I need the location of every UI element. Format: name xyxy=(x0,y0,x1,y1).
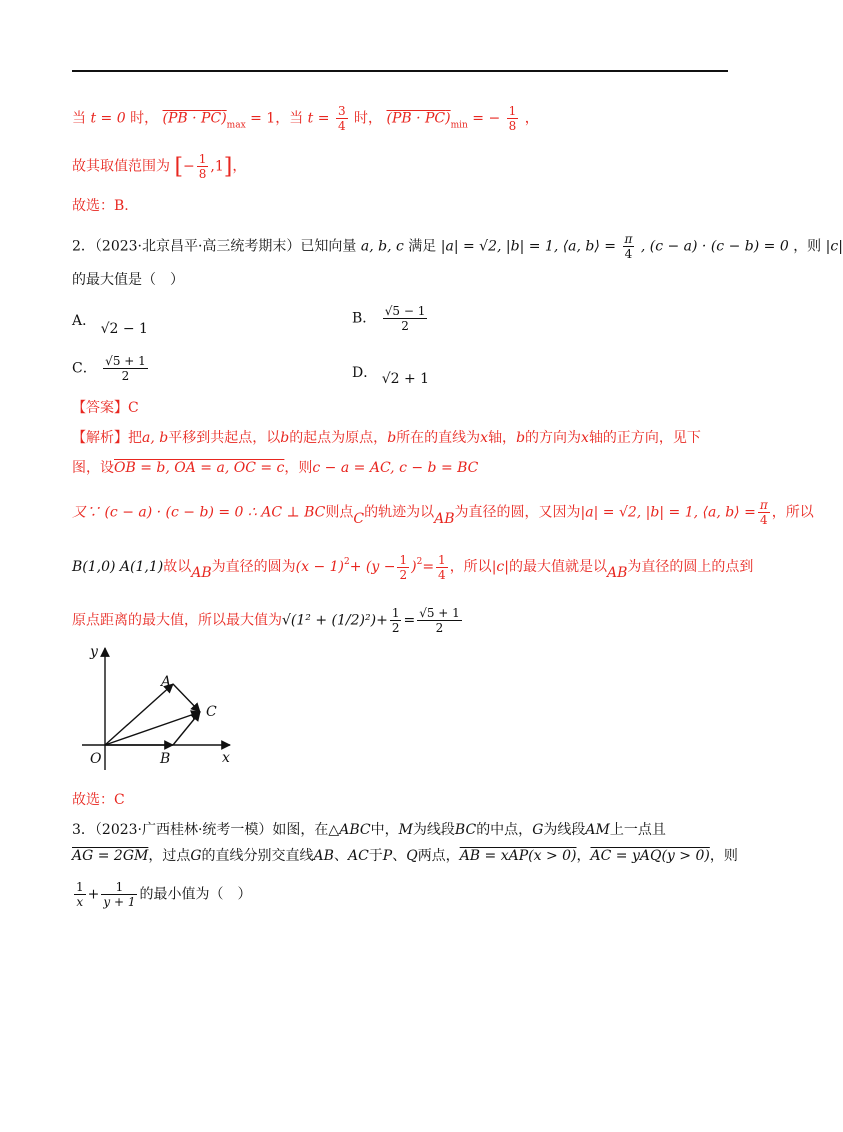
q3-text: ， xyxy=(576,848,591,864)
option-d[interactable] xyxy=(352,362,430,387)
option-c[interactable] xyxy=(72,354,150,383)
vector-AC xyxy=(173,684,200,712)
vector-AB-relation: AB = xAP(x > 0) xyxy=(459,848,577,864)
math-x: x xyxy=(581,430,589,446)
analysis-line-2 xyxy=(72,458,478,478)
square-exponent: 2 xyxy=(344,557,350,567)
root-expression: √(1² + (1/2)²) xyxy=(282,612,377,629)
question-2-line-2: 的最大值是（ ） xyxy=(72,272,184,288)
fraction-one-eighth-range: $\frac{1}{8}$ xyxy=(198,152,207,181)
max-subscript: max xyxy=(226,120,246,131)
label-x: x xyxy=(222,750,230,766)
label-A: A xyxy=(161,674,172,690)
analysis-text: 【解析】把 xyxy=(72,430,142,446)
analysis-text: 轴， xyxy=(488,430,517,446)
option-a[interactable] xyxy=(72,310,148,337)
header-rule xyxy=(72,70,728,72)
q3-text: 于 xyxy=(368,848,383,864)
fraction-result: $\frac{√5 + 1}{2}$ xyxy=(419,606,460,635)
option-d-label: D． xyxy=(352,365,378,381)
circle-eq-part2: + (y − xyxy=(349,559,396,575)
math-G: G xyxy=(190,848,202,864)
text-satisfy: 满足 xyxy=(408,238,437,255)
label-y: y xyxy=(90,644,98,660)
text-then: ，则 xyxy=(793,238,822,255)
comma-2: ， xyxy=(232,158,247,175)
label-C: C xyxy=(206,704,217,720)
question-2-line-1 xyxy=(72,232,843,261)
math-AM: AM xyxy=(585,822,610,838)
vector-OA xyxy=(105,684,173,745)
analysis-text: 平移到共起点，以 xyxy=(168,430,281,446)
min-subscript: min xyxy=(450,120,468,131)
q3-text: 的中点， xyxy=(476,822,533,838)
analysis-text: 为直径的圆上的点到 xyxy=(627,559,754,575)
text-time: 时， xyxy=(130,110,159,127)
bracket-open: [ xyxy=(174,154,184,180)
option-c-value: $\frac{√5 + 1}{2}$ xyxy=(105,354,146,383)
fraction-pi-over-4: $\frac{\pi}{4}$ xyxy=(624,232,633,261)
max-value: = 1，当 xyxy=(250,110,304,127)
math-G: G xyxy=(532,822,544,838)
q3-text: 的直线分别交直线 xyxy=(201,848,314,864)
option-b[interactable] xyxy=(352,304,429,333)
plus-sign: + xyxy=(87,886,100,903)
vectors-abc: a, b, c xyxy=(360,238,404,255)
circle-eq-part3: ) xyxy=(411,559,417,575)
range-text: 故其取值范围为 xyxy=(72,158,170,175)
question-3-line-3 xyxy=(72,880,251,909)
analysis-text: ，则 xyxy=(284,460,313,476)
equals-sign: = xyxy=(403,612,416,629)
math-ab: a, b xyxy=(142,430,169,446)
bracket-close: ] xyxy=(223,154,233,180)
q3-text: ，过点 xyxy=(148,848,191,864)
q3-text: 、 xyxy=(333,848,348,864)
answer-choice-b: 故选：B. xyxy=(72,198,129,214)
q3-text: ，则 xyxy=(709,848,738,864)
label-B: B xyxy=(160,751,171,767)
fraction-1-over-x: $\frac{1}{x}$ xyxy=(76,880,84,909)
analysis-text: 图，设 xyxy=(72,460,114,476)
option-a-value: √2 − 1 xyxy=(100,321,148,337)
abs-c: |c| xyxy=(491,559,509,575)
analysis-text: 的轨迹为以 xyxy=(364,504,435,521)
perpendicular-statement: 又∵ (c − a) · (c − b) = 0 ∴ AC ⊥ BC xyxy=(72,504,326,521)
square-exponent: 2 xyxy=(416,557,423,567)
fraction-one-eighth: $\frac{1}{8}$ xyxy=(508,104,517,133)
vector-AC-relation: AC = yAQ(y > 0) xyxy=(590,848,710,864)
minus-sign: − xyxy=(183,158,195,175)
math-ABC: ABC xyxy=(339,822,371,838)
fraction-three-quarters: $\frac{3}{4}$ xyxy=(337,104,346,133)
math-C: C xyxy=(353,510,365,527)
analysis-text: 故以 xyxy=(163,559,192,575)
analysis-text: 的方向为 xyxy=(525,430,582,446)
q3-text: 中， xyxy=(370,822,399,838)
fraction-pi-over-4-b: $\frac{\pi}{4}$ xyxy=(759,498,768,527)
math-b: b xyxy=(387,430,397,446)
analysis-text: 为直径的圆为 xyxy=(211,559,296,575)
points-A-B: B(1,0) A(1,1) xyxy=(72,559,164,575)
math-AC: AC xyxy=(347,848,369,864)
text-when: 当 xyxy=(72,110,86,127)
vector-differences: c − a = AC, c − b = BC xyxy=(312,460,479,476)
max-min-line xyxy=(72,104,539,136)
answer-c: 【答案】C xyxy=(72,400,139,416)
t-equals-zero: t = 0 xyxy=(90,110,126,127)
option-d-value: √2 + 1 xyxy=(381,371,430,387)
q3-text: 为线段 xyxy=(412,822,455,838)
equals-sign: = xyxy=(317,110,330,127)
t-letter: t xyxy=(307,110,314,127)
fraction-half-b: $\frac{1}{2}$ xyxy=(391,606,400,635)
question-3-line-2 xyxy=(72,846,738,866)
option-b-value: $\frac{√5 - 1}{2}$ xyxy=(384,304,426,333)
analysis-line-3 xyxy=(72,498,814,527)
fraction-1-over-y-plus-1: $\frac{1}{y + 1}$ xyxy=(103,880,136,909)
range-line xyxy=(72,152,246,181)
condition-1: |a| = √2, |b| = 1, ⟨a, b⟩ = xyxy=(440,238,617,255)
q3-text: 、 xyxy=(392,848,407,864)
dot-product-min: (PB · PC) xyxy=(386,110,451,127)
comma: ， xyxy=(524,110,539,127)
math-BC: BC xyxy=(454,822,477,838)
analysis-text: 轴的正方向，见下 xyxy=(588,430,701,446)
option-b-label: B． xyxy=(352,310,377,327)
text-time-2: 时， xyxy=(354,110,383,127)
math-AB: AB xyxy=(313,848,334,864)
equals-sign: = xyxy=(422,559,435,575)
option-c-label: C． xyxy=(72,360,97,377)
label-O: O xyxy=(90,751,102,767)
condition-restated: |a| = √2, |b| = 1, ⟨a, b⟩ = xyxy=(580,504,756,521)
analysis-line-5 xyxy=(72,606,464,635)
analysis-line-4 xyxy=(72,552,753,582)
fraction-half: $\frac{1}{2}$ xyxy=(399,552,408,582)
fraction-quarter: $\frac{1}{4}$ xyxy=(438,552,446,582)
plus-sign: + xyxy=(376,612,388,629)
analysis-text: 所在的直线为 xyxy=(396,430,481,446)
min-equals: = − xyxy=(472,110,501,127)
vector-figure xyxy=(72,640,252,780)
analysis-text: ，所以 xyxy=(449,559,492,575)
vector-AG-relation: AG = 2GM xyxy=(72,848,149,864)
vector-definitions: OB = b, OA = a, OC = c xyxy=(114,460,285,476)
math-AB: AB xyxy=(191,565,212,581)
q3-text: 两点， xyxy=(417,848,460,864)
circle-eq-part1: (x − 1) xyxy=(295,559,344,575)
math-P: P xyxy=(382,848,393,864)
question-3-line-1 xyxy=(72,820,666,840)
math-M: M xyxy=(398,822,413,838)
abs-c: |c| xyxy=(825,238,843,255)
condition-2: , (c − a) · (c − b) = 0 xyxy=(640,238,789,255)
math-b: b xyxy=(280,430,290,446)
q3-text: 为线段 xyxy=(543,822,586,838)
math-AB: AB xyxy=(434,510,455,527)
analysis-text: 则点 xyxy=(325,504,354,521)
math-Q: Q xyxy=(406,848,418,864)
analysis-text: 的起点为原点， xyxy=(289,430,388,446)
analysis-text: ，所以 xyxy=(771,504,814,521)
analysis-line-1 xyxy=(72,428,701,448)
math-b: b xyxy=(516,430,526,446)
math-x: x xyxy=(480,430,489,446)
math-AB: AB xyxy=(606,565,628,581)
analysis-text: 的最大值就是以 xyxy=(508,559,607,575)
dot-product-max: (PB · PC) xyxy=(162,110,227,127)
range-upper: ,1 xyxy=(210,158,224,175)
analysis-text: 为直径的圆，又因为 xyxy=(454,504,581,521)
analysis-text: 原点距离的最大值，所以最大值为 xyxy=(72,612,282,629)
q3-text: 3．（2023·广西桂林·统考一模）如图，在△ xyxy=(72,822,340,838)
answer-choice-c: 故选：C xyxy=(72,792,125,808)
q3-text: 的最小值为（ ） xyxy=(139,886,252,903)
question-2-source: 2．（2023·北京昌平·高三统考期末）已知向量 xyxy=(72,238,357,255)
option-a-label: A． xyxy=(72,313,97,329)
q3-text: 上一点且 xyxy=(609,822,666,838)
